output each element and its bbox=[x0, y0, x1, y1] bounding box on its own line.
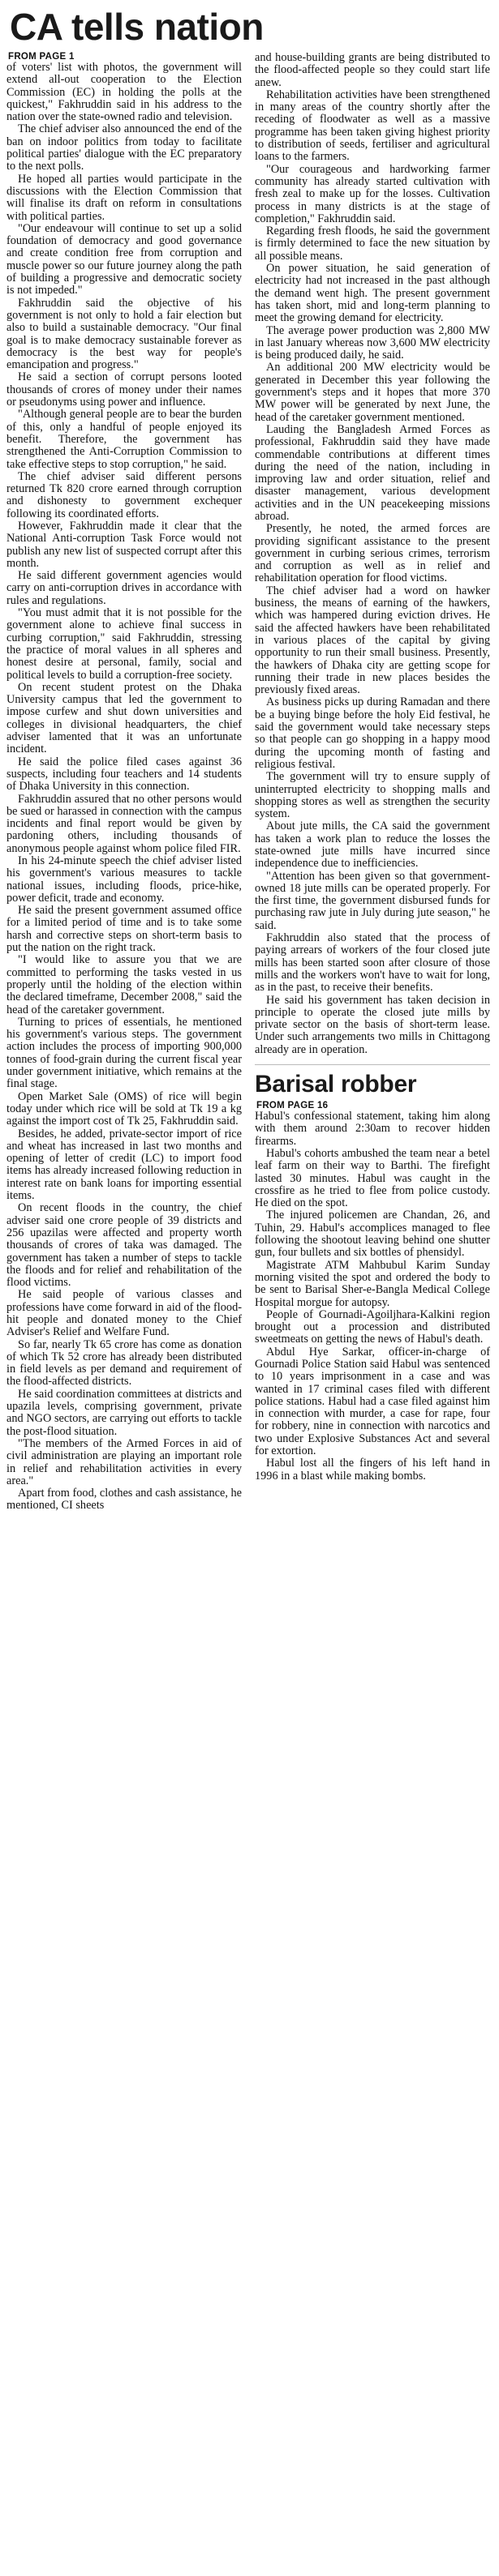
paragraph: Apart from food, clothes and cash assistance, he mentioned, CI sheets bbox=[6, 1487, 242, 1513]
paragraph: The injured policemen are Chandan, 26, and Tuhin, 29. Habul's accomplices managed to flee following the shootout leaving behind one shutter gun, four bullets and six bottles of phensidyl. bbox=[255, 1209, 490, 1260]
paragraph: "Our endeavour will continue to set up a solid foundation of democracy and good governance and create condition free from corruption and muscle power so our future journey along the path of building a progressive and democratic society is not impeded." bbox=[6, 221, 242, 297]
sub-article-headline: Barisal robber bbox=[255, 1064, 490, 1099]
paragraph: Fakhruddin assured that no other persons would be sued or harassed in connection with the campus incidents and final report would be given by pardoning others, including thousands of anonymous people against whom police filed FIR. bbox=[6, 792, 242, 855]
paragraph: About jute mills, the CA said the government has taken a work plan to reduce the losses the state-owned jute mills have incurred since independence due to inefficiencies. bbox=[255, 819, 490, 871]
paragraph: Habul lost all the fingers of his left hand in 1996 in a blast while making bombs. bbox=[255, 1457, 490, 1483]
paragraph: Magistrate ATM Mahbubul Karim Sunday morning visited the spot and ordered the body to be sent to Barisal Sher-e-Bangla Medical College Hospital morgue for autopsy. bbox=[255, 1258, 490, 1309]
paragraph: Besides, he added, private-sector import of rice and wheat has increased in last two months and opening of letter of credit (LC) to import food items has already increased following reduction in interest rate on bank loans for importing essential items. bbox=[6, 1127, 242, 1203]
paragraph: of voters' list with photos, the government will extend all-out cooperation to the Election Commission (EC) in holding the polls at the quickest," Fakhruddin said in his address to the nation over the state-owned radio and television. bbox=[6, 61, 242, 124]
paragraph: However, Fakhruddin made it clear that the National Anti-corruption Task Force would not publish any new list of suspected corrupt after this month. bbox=[6, 519, 242, 570]
paragraph: Abdul Hye Sarkar, officer-in-charge of Gournadi Police Station said Habul was sentenced to 10 years imprisonment in a case and was wanted in 17 criminal cases filed with different police stations. Habul had a case filed against him in connection with murder, a case for rape, four for robbery, nine in connection with narcotics and two under Explosive Substances Act and several for extortion. bbox=[255, 1345, 490, 1458]
paragraph: He said his government has taken decision in principle to operate the closed jute mills by private sector on the basis of short-term lease. Under such arrangements two mills in Chittagong already are in operation. bbox=[255, 993, 490, 1056]
paragraph: Presently, he noted, the armed forces are providing significant assistance to the present government in curbing serious crimes, terrorism and corruption as well as in relief and rehabilitation operation for flood victims. bbox=[255, 522, 490, 585]
paragraph: and house-building grants are being distributed to the flood-affected people so they could start life anew. bbox=[255, 51, 490, 89]
paragraph: The government will try to ensure supply of uninterrupted electricity to shopping malls and shopping stores as well as strengthen the security system. bbox=[255, 770, 490, 821]
article-columns bbox=[6, 52, 493, 2573]
paragraph: He said people of various classes and professions have come forward in aid of the flood-hit people and donated money to the Chief Adviser's Relief and Welfare Fund. bbox=[6, 1288, 242, 1339]
paragraph: An additional 200 MW electricity would be generated in December this year following the government's steps and it hopes that more 370 MW power will be generated by next June, the head of the caretaker government mentioned. bbox=[255, 361, 490, 424]
paragraph: The chief adviser said different persons returned Tk 820 crore earned through corruption and dishonesty to government exchequer following its coordinated efforts. bbox=[6, 469, 242, 520]
paragraph: He hoped all parties would participate in the discussions with the Election Commission that will finalise its draft on reform in consultations with political parties. bbox=[6, 172, 242, 223]
paragraph: Habul's confessional statement, taking him along with them around 2:30am to recover hidden firearms. bbox=[255, 1110, 490, 1148]
paragraph: Fakhruddin said the objective of his government is not only to hold a fair election but also to build a sustainable democracy. "Our final goal is to make democracy sustainable forever as democracy is the best way for people's emancipation and progress." bbox=[6, 296, 242, 372]
paragraph: Turning to prices of essentials, he mentioned his government's various steps. The government action includes the process of importing 900,000 tonnes of food-grain during the current fiscal year under government initiative, which remains at the final stage. bbox=[6, 1015, 242, 1091]
paragraph: On power situation, he said generation of electricity had not increased in the past although the demand went high. The present government has taken short, mid and long-term planning to meet the growing demand for electricity. bbox=[255, 262, 490, 325]
sub-jump-label: FROM PAGE 16 bbox=[256, 1101, 329, 1111]
paragraph: "Although general people are to bear the burden of this, only a handful of people enjoyed its benefit. Therefore, the government has strengthened the Anti-Corruption Commission to take effective steps to stop corruption," he said. bbox=[6, 408, 242, 471]
paragraph: The chief adviser had a word on hawker business, the means of earning of the hawkers, which was hampered during eviction drives. He said the affected hawkers have been rehabilitated in various places of the capital by giving opportunity to run their small business. Presently, the hawkers of Dhaka city are getting scope for running their trade in new places besides the previously fixed areas. bbox=[255, 584, 490, 697]
paragraph: As business picks up during Ramadan and there be a buying binge before the holy Eid festival, he said the government would take necessary steps so that people can go shopping in a happy mood during the upcoming month of fasting and religious festival. bbox=[255, 695, 490, 771]
jump-label: FROM PAGE 1 bbox=[8, 52, 75, 62]
paragraph: "Attention has been given so that government-owned 18 jute mills can be operated properly. For the first time, the government disbursed funds for purchasing raw jute in July during jute season," he said. bbox=[255, 869, 490, 932]
paragraph: The average power production was 2,800 MW in last January whereas now 3,600 MW electricity is being produced daily, he said. bbox=[255, 323, 490, 362]
paragraph: "Our courageous and hardworking farmer community has already started cultivation with fresh zeal to make up for the losses. Cultivation process in many districts is at the stage of completion," Fakhruddin said. bbox=[255, 162, 490, 225]
paragraph: Fakhruddin also stated that the process of paying arrears of workers of the four closed jute mills has been started soon after closure of those mills and the workers won't have to wait for long, as in the past, to receive their benefits. bbox=[255, 931, 490, 995]
paragraph: Rehabilitation activities have been strengthened in many areas of the country shortly after the receding of floodwater as well as a massive programme has been taken giving highest priority to distribution of seeds, fertiliser and agricultural loans to the farmers. bbox=[255, 88, 490, 164]
paragraph: So far, nearly Tk 65 crore has come as donation of which Tk 52 crore has already been distributed in field levels as per demand and requirement of the flood-affected districts. bbox=[6, 1337, 242, 1389]
left-column bbox=[6, 52, 242, 1513]
paragraph: On recent floods in the country, the chief adviser said one crore people of 39 districts and 256 upazilas were affected and property worth thousands of crores of taka was damaged. The government has taken a number of steps to tackle the floods and for relief and rehabilitation of the flood victims. bbox=[6, 1201, 242, 1290]
paragraph: He said the police filed cases against 36 suspects, including four teachers and 14 students of Dhaka University in this connection. bbox=[6, 755, 242, 794]
paragraph: Lauding the Bangladesh Armed Forces as professional, Fakhruddin said they have made commendable contributions at different times during the need of the nation, including in improving law and order situation, relief and disaster management, various development activities and in the UN peacekeeping missions abroad. bbox=[255, 422, 490, 523]
paragraph: He said different government agencies would carry on anti-corruption drives in accordance with rules and regulations. bbox=[6, 569, 242, 607]
right-column bbox=[255, 52, 490, 1483]
article-headline: CA tells nation bbox=[10, 6, 264, 48]
paragraph: The chief adviser also announced the end of the ban on indoor politics from today to facilitate political parties' dialogue with the EC preparatory to the next polls. bbox=[6, 122, 242, 173]
paragraph: "You must admit that it is not possible for the government alone to achieve final success in curbing corruption," said Fakhruddin, stressing the practice of moral values in all spheres and honest desire at personal, family, social and political levels to build a corruption-free society. bbox=[6, 606, 242, 682]
paragraph: "The members of the Armed Forces in aid of civil administration are playing an important role in relief and rehabilitation activities in every area." bbox=[6, 1436, 242, 1487]
paragraph: Habul's cohorts ambushed the team near a betel leaf farm on their way to Barthi. The firefight lasted 30 minutes. Habul was caught in the crossfire as he tried to flee from police custody. He died on the spot. bbox=[255, 1146, 490, 1210]
paragraph: In his 24-minute speech the chief adviser listed his government's various measures to tackle national issues, including floods, price-hike, power deficit, trade and economy. bbox=[6, 854, 242, 905]
paragraph: He said coordination committees at districts and upazila levels, comprising government, private and NGO sectors, are carrying out efforts to tackle the post-flood situation. bbox=[6, 1387, 242, 1438]
paragraph: He said the present government assumed office for a limited period of time and is to take some harsh and corrective steps on short-term basis to put the nation on the right track. bbox=[6, 904, 242, 955]
paragraph: People of Gournadi-Agoiljhara-Kalkini region brought out a procession and distributed sweetmeats on getting the news of Habul's death. bbox=[255, 1307, 490, 1346]
paragraph: On recent student protest on the Dhaka University campus that led the government to impose curfew and shut down universities and colleges in divisional headquarters, the chief adviser lamented that it was an unfortunate incident. bbox=[6, 680, 242, 756]
paragraph: He said a section of corrupt persons looted thousands of crores of money under their names or pseudonyms using power and influence. bbox=[6, 370, 242, 409]
paragraph: Open Market Sale (OMS) of rice will begin today under which rice will be sold at Tk 19 a kg against the import cost of Tk 25, Fakhruddin said. bbox=[6, 1089, 242, 1128]
paragraph: "I would like to assure you that we are committed to performing the tasks vested in us properly until the holding of the election within the declared timeframe, December 2008," said the head of the caretaker government. bbox=[6, 953, 242, 1016]
paragraph: Regarding fresh floods, he said the government is firmly determined to face the new situation by all possible means. bbox=[255, 225, 490, 263]
